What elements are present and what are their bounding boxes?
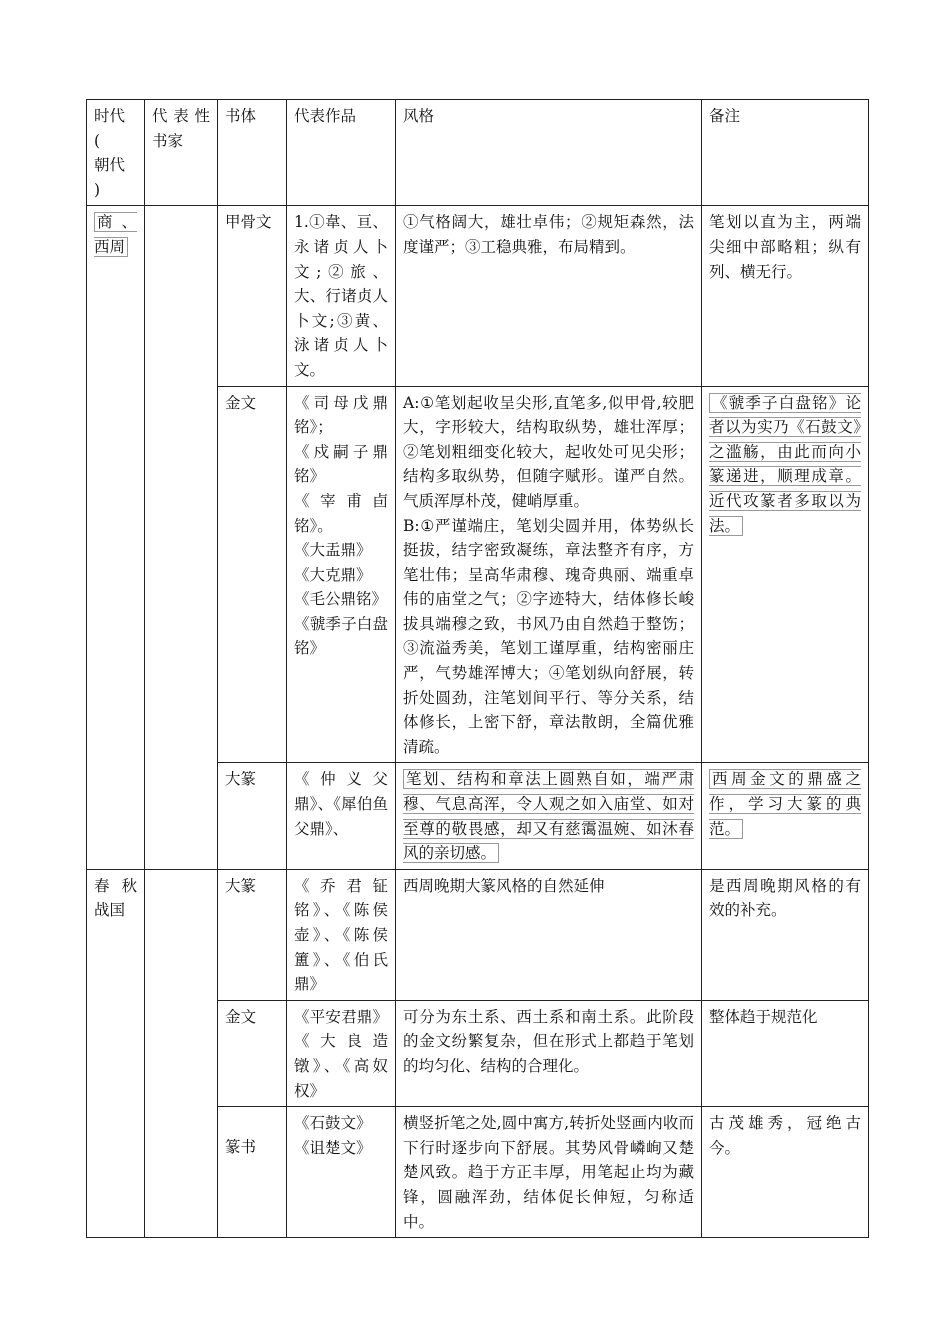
works-cell: 《石鼓文》 《诅楚文》	[287, 1107, 396, 1238]
script-cell: 篆书	[218, 1107, 287, 1238]
works-cell: 《乔君钲铭》、《陈侯壶》、《陈侯簠》、《伯氏鼎》	[287, 869, 396, 1000]
script-cell: 大篆	[218, 763, 287, 869]
works-cell: 《仲义父鼎》、《犀伯鱼父鼎》、	[287, 763, 396, 869]
style-cell: 西周晚期大篆风格的自然延伸	[396, 869, 702, 1000]
script-cell: 大篆	[218, 869, 287, 1000]
note-cell: 整体趋于规范化	[702, 1000, 869, 1106]
works-cell: 《平安君鼎》《大良造镦》、《高奴权》	[287, 1000, 396, 1106]
script-cell: 金文	[218, 386, 287, 763]
style-text: 笔划、结构和章法上圆熟自如，端严肃穆、气息高浑，令人观之如入庙堂、如对至尊的敬畏感，却又有慈霭温婉、如沐春风的亲切感。	[403, 770, 694, 863]
era-cell: 春秋战国	[87, 869, 145, 1237]
header-row	[87, 100, 869, 206]
note-cell	[702, 386, 869, 763]
note-cell: 笔划以直为主，两端尖细中部略粗；纵有列、横无行。	[702, 206, 869, 386]
works-cell: 《司母戊鼎铭》； 《戍嗣子鼎铭》 《宰甫卣铭》。 《大盂鼎》 《大克鼎》 《毛公鼎铭》 《虢季子白盘铭》	[287, 386, 396, 763]
style-cell: ①气格阔大，雄壮卓伟；②规矩森然，法度谨严；③工稳典雅，布局精到。	[396, 206, 702, 386]
header-era: 时代 ( 朝代 )	[87, 100, 145, 206]
script-cell: 金文	[218, 1000, 287, 1106]
note-text: 《虢季子白盘铭》论者以为实乃《石鼓文》之滥觞，由此而向小篆递进，顺理成章。近代攻篆者多取以为法。	[709, 393, 861, 535]
header-style: 风格	[396, 100, 702, 206]
style-cell	[396, 763, 702, 869]
style-cell: 可分为东土系、西土系和南土系。此阶段的金文纷繁复杂，但在形式上都趋于笔划的均匀化、结构的合理化。	[396, 1000, 702, 1106]
calligrapher-cell	[145, 206, 218, 869]
script-cell: 甲骨文	[218, 206, 287, 386]
calligraphy-history-table	[86, 99, 869, 1238]
header-note: 备注	[702, 100, 869, 206]
note-cell: 古茂雄秀，冠绝古今。	[702, 1107, 869, 1238]
works-cell: 1.①韋、亘、永诸贞人卜文;②旅、大、行诸贞人卜文;③黄、泳诸贞人卜文。	[287, 206, 396, 386]
table-row	[87, 206, 869, 386]
note-cell: 是西周晚期风格的有效的补充。	[702, 869, 869, 1000]
era-label: 商、西周	[94, 213, 137, 256]
header-works: 代表作品	[287, 100, 396, 206]
table-row	[87, 869, 869, 1000]
note-cell	[702, 763, 869, 869]
style-cell: 横竖折笔之处,圆中寓方,转折处竖画内收而下行时逐步向下舒展。其势风骨嶙峋又楚楚风致。趋于方正丰厚，用笔起止均为藏锋，圆融浑劲，结体促长伸短，匀称适中。	[396, 1107, 702, 1238]
header-calligrapher: 代表性书家	[145, 100, 218, 206]
era-cell	[87, 206, 145, 869]
style-cell: A:①笔划起收呈尖形,直笔多,似甲骨,较肥大，字形较大，结构取纵势，雄壮浑厚；②笔划粗细变化较大，起收处可见尖形；结构多取纵势，但随字赋形。谨严自然。气质浑厚朴茂，健峭厚重。 B:①严谨端庄，笔划尖圆并用，体势纵长挺拔，结字密致凝练，章法整齐有序，方笔壮伟；呈高华肃穆、瑰奇典丽、端重卓伟的庙堂之气；②字迹特大，结体修长峻拔具端穆之致，书风乃由自然趋于整饬；③流溢秀美，笔划工谨厚重，结构密丽庄严，气势雄浑博大；④笔划纵向舒展，转折处圆劲，注笔划间平行、等分关系，结体修长，上密下舒，章法散朗，全篇优雅清疏。	[396, 386, 702, 763]
note-text: 西周金文的鼎盛之作，学习大篆的典范。	[709, 770, 861, 838]
header-script: 书体	[218, 100, 287, 206]
calligrapher-cell	[145, 869, 218, 1237]
